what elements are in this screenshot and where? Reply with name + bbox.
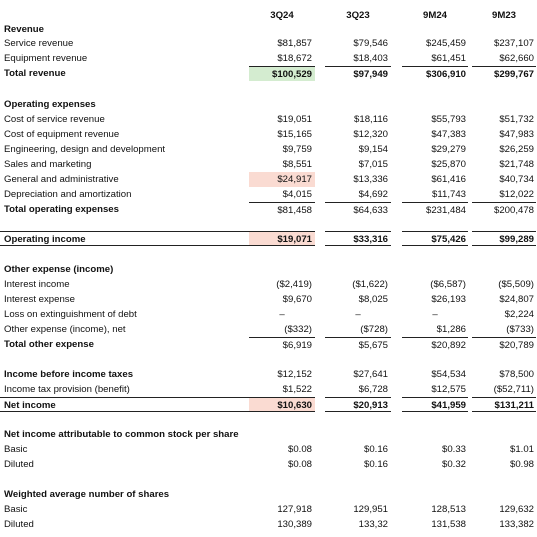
value-3q23: $18,403 [353,53,388,64]
value-3q24-highlighted: $100,529 [249,66,315,81]
section-title-eps [0,427,537,442]
section-title-label: Weighted average number of shares [4,489,170,500]
value-3q24: $6,919 [249,337,315,352]
value-3q24: $4,015 [282,189,312,200]
value-3q24: $8,551 [282,159,312,170]
value-9m24: $54,534 [431,369,466,380]
value-3q23: $0.16 [363,444,388,455]
value-9m23: $78,500 [499,369,534,380]
value-9m24: $61,451 [431,53,466,64]
value-3q24: $15,165 [277,129,312,140]
value-3q23: $79,546 [353,38,388,49]
value-3q24: $18,672 [277,53,312,64]
value-3q24: $9,670 [282,294,312,305]
table-row [0,322,537,337]
value-9m24: $55,793 [431,114,466,125]
value-9m24: $12,575 [431,384,466,395]
table-row [0,457,537,472]
row-label: Basic [4,504,28,515]
value-9m23: $40,734 [499,174,534,185]
value-3q23: 133,32 [358,519,388,530]
value-3q24: 130,389 [277,519,312,530]
value-9m24: $75,426 [402,231,468,246]
value-9m23: $12,022 [499,189,534,200]
value-9m23: $62,660 [499,53,534,64]
value-3q23: $8,025 [358,294,388,305]
row-label: Cost of equipment revenue [4,129,120,140]
table-row [0,187,537,202]
value-9m24: $231,484 [402,202,468,217]
value-3q23: $12,320 [353,129,388,140]
value-3q23: $97,949 [325,66,391,81]
table-row [0,36,537,51]
row-label: Diluted [4,519,34,530]
table-row [0,172,537,187]
column-header-9m24: 9M24 [423,10,447,21]
value-9m23: $26,259 [499,144,534,155]
value-9m23: $2,224 [504,309,534,320]
value-3q23: $0.16 [363,459,388,470]
table-row [0,127,537,142]
net-income-row [0,397,537,412]
column-header-3q23: 3Q23 [346,10,370,21]
value-3q24: $0.08 [287,459,312,470]
value-9m23: $99,289 [472,231,536,246]
row-label: Net income [0,397,249,412]
table-row [0,51,537,66]
value-3q24: – [279,309,285,320]
value-9m23: $21,748 [499,159,534,170]
table-row [0,112,537,127]
value-9m23: $51,732 [499,114,534,125]
value-3q23: $64,633 [325,202,391,217]
table-row [0,142,537,157]
value-9m24: $20,892 [402,337,468,352]
row-label: General and administrative [4,174,119,185]
value-3q23: $18,116 [354,114,388,125]
value-9m23: $200,478 [472,202,536,217]
value-9m23: 129,632 [499,504,534,515]
row-label: Depreciation and amortization [4,189,132,200]
value-9m24: 131,538 [431,519,466,530]
value-3q23: $9,154 [358,144,388,155]
value-3q23: $20,913 [325,397,391,412]
value-3q23: $27,641 [353,369,388,380]
value-3q24: $9,759 [282,144,312,155]
value-9m23: ($5,509) [498,279,534,290]
value-9m23: $47,983 [499,129,534,140]
section-title-label: Other expense (income) [4,264,114,275]
table-row [0,367,537,382]
value-3q23: $5,675 [325,337,391,352]
row-label: Income before income taxes [4,369,134,380]
table-row [0,277,537,292]
value-3q23: $4,692 [358,189,388,200]
table-row [0,157,537,172]
total-operating-expenses-row [0,202,537,217]
table-row [0,517,537,532]
table-row [0,502,537,517]
value-9m24: – [432,309,438,320]
row-label: Diluted [4,459,34,470]
value-9m24: $11,743 [432,189,466,200]
value-3q23: $7,015 [358,159,388,170]
value-9m24: $47,383 [431,129,466,140]
value-9m23: $131,211 [472,397,536,412]
value-3q24: $0.08 [287,444,312,455]
value-9m24: ($6,587) [430,279,466,290]
value-9m23: $237,107 [493,38,534,49]
value-3q24: $81,857 [277,38,312,49]
value-3q23: 129,951 [353,504,388,515]
value-3q24: $1,522 [282,384,312,395]
value-9m24: $306,910 [402,66,468,81]
table-row [0,292,537,307]
section-title-other-expense [0,262,537,277]
section-title-shares [0,487,537,502]
row-label: Total revenue [4,68,66,79]
total-other-expense-row [0,337,537,352]
row-label: Interest expense [4,294,75,305]
value-9m23: ($733) [506,324,534,335]
section-title-label: Revenue [4,24,44,35]
column-header-9m23: 9M23 [492,10,516,21]
value-9m23: ($52,711) [493,384,534,395]
table-row [0,442,537,457]
row-label: Interest income [4,279,70,290]
value-9m24: $0.33 [441,444,466,455]
row-label: Other expense (income), net [4,324,126,335]
value-9m24: $26,193 [431,294,466,305]
row-label: Engineering, design and development [4,144,166,155]
row-label: Service revenue [4,38,74,49]
value-9m23: 133,382 [499,519,534,530]
section-title-label: Net income attributable to common stock per share [4,429,239,440]
column-header-3q24: 3Q24 [270,10,294,21]
value-3q23: $13,336 [353,174,388,185]
value-9m24: $61,416 [431,174,466,185]
value-3q24: $81,458 [249,202,315,217]
column-header-row [0,8,537,23]
value-9m23: $0.98 [509,459,534,470]
value-3q24-highlighted: $24,917 [249,172,315,187]
row-label: Total operating expenses [4,204,119,215]
value-9m24: $1,286 [436,324,466,335]
value-3q23: – [355,309,361,320]
table-row [0,307,537,322]
row-label: Sales and marketing [4,159,92,170]
value-3q23: $6,728 [358,384,388,395]
value-9m24: $0.32 [441,459,466,470]
total-revenue-row [0,66,537,81]
section-title-revenue [0,22,537,37]
value-3q24-highlighted: $19,071 [249,231,315,246]
value-9m23: $24,807 [499,294,534,305]
value-9m23: $299,767 [472,66,536,81]
value-3q24: ($332) [284,324,312,335]
value-9m24: $29,279 [431,144,466,155]
value-3q24-highlighted: $10,630 [249,397,315,412]
operating-income-row [0,231,537,246]
value-9m24: $41,959 [402,397,468,412]
value-9m24: 128,513 [431,504,466,515]
section-title-label: Operating expenses [4,99,96,110]
value-3q23: ($728) [360,324,388,335]
row-label: Cost of service revenue [4,114,105,125]
value-9m24: $25,870 [431,159,466,170]
value-3q23: $33,316 [325,231,391,246]
value-9m24: $245,459 [425,38,466,49]
value-3q23: ($1,622) [352,279,388,290]
row-label: Basic [4,444,28,455]
table-row [0,382,537,397]
value-3q24: 127,918 [277,504,312,515]
value-9m23: $20,789 [472,337,536,352]
row-label: Operating income [0,231,249,246]
row-label: Loss on extinguishment of debt [4,309,137,320]
row-label: Equipment revenue [4,53,88,64]
row-label: Income tax provision (benefit) [4,384,130,395]
row-label: Total other expense [4,339,94,350]
value-3q24: $19,051 [277,114,312,125]
value-9m23: $1.01 [509,444,534,455]
value-3q24: $12,152 [277,369,312,380]
section-title-operating-expenses [0,97,537,112]
value-3q24: ($2,419) [276,279,312,290]
